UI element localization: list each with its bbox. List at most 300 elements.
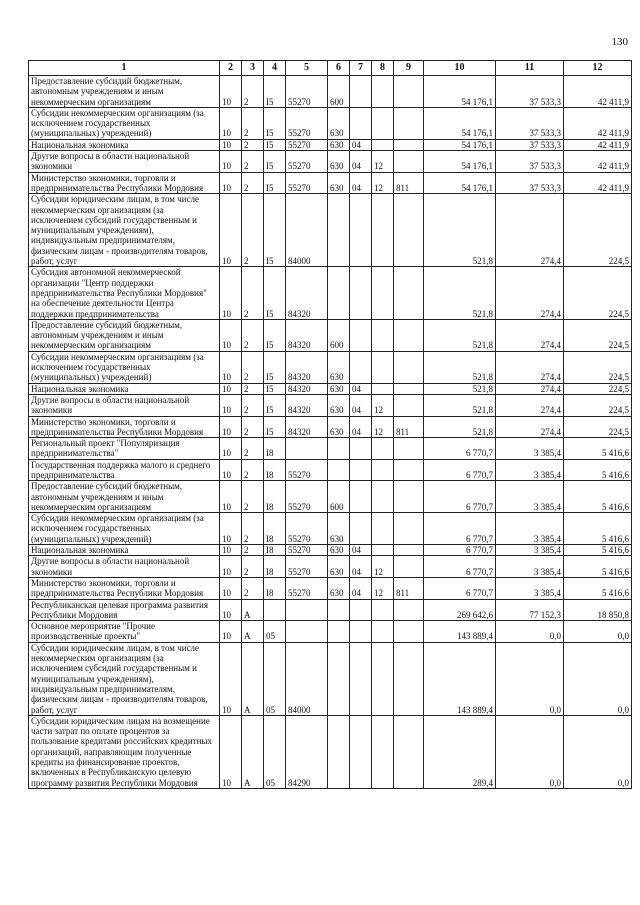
item-name-cell: Другие вопросы в области национальной экономики [29, 151, 220, 173]
subchapter-code-cell [372, 267, 394, 319]
target-code-cell [286, 621, 328, 643]
table-row [29, 394, 632, 416]
amount-col10-cell: 6 770,7 [424, 438, 496, 460]
section-code-cell: 10 [220, 438, 242, 460]
section-code-cell: 10 [220, 545, 242, 556]
amount-col12-cell: 5 416,6 [564, 513, 632, 545]
amount-col11-cell: 3 385,4 [496, 438, 564, 460]
ministry-code-cell [394, 545, 424, 556]
subchapter-code-cell: 12 [372, 151, 394, 173]
subchapter-code-cell [372, 545, 394, 556]
amount-col10-cell: 6 770,7 [424, 577, 496, 599]
expense-type-cell: 630 [328, 416, 350, 438]
subsection-code-cell: 2 [242, 351, 264, 383]
col-header: 7 [350, 61, 372, 76]
subchapter-code-cell [372, 139, 394, 150]
expense-type-cell: 630 [328, 577, 350, 599]
program-code-cell [264, 599, 286, 621]
subsection-code-cell: 2 [242, 107, 264, 139]
table-row [29, 545, 632, 556]
amount-col12-cell: 224,5 [564, 416, 632, 438]
ministry-code-cell [394, 481, 424, 513]
program-code-cell: I5 [264, 139, 286, 150]
chapter-code-cell: 04 [350, 394, 372, 416]
amount-col11-cell: 0,0 [496, 715, 564, 788]
col-header: 3 [242, 61, 264, 76]
table-row [29, 351, 632, 383]
amount-col10-cell: 521,8 [424, 394, 496, 416]
amount-col10-cell: 6 770,7 [424, 481, 496, 513]
amount-col12-cell: 5 416,6 [564, 481, 632, 513]
subchapter-code-cell [372, 459, 394, 481]
subsection-code-cell: 2 [242, 76, 264, 108]
col-header: 11 [496, 61, 564, 76]
program-code-cell: I5 [264, 394, 286, 416]
col-header: 5 [286, 61, 328, 76]
table-row [29, 642, 632, 715]
subsection-code-cell: А [242, 621, 264, 643]
amount-col10-cell: 269 642,6 [424, 599, 496, 621]
chapter-code-cell [350, 194, 372, 267]
table-row [29, 416, 632, 438]
amount-col10-cell: 6 770,7 [424, 459, 496, 481]
subsection-code-cell: 2 [242, 459, 264, 481]
ministry-code-cell [394, 151, 424, 173]
item-name-cell: Субсидии некоммерческим организациям (за исключением государственных (муниципальных) учреждений) [29, 513, 220, 545]
target-code-cell: 84320 [286, 416, 328, 438]
ministry-code-cell [394, 513, 424, 545]
ministry-code-cell [394, 194, 424, 267]
chapter-code-cell: 04 [350, 383, 372, 394]
table-row [29, 76, 632, 108]
subchapter-code-cell [372, 319, 394, 351]
amount-col10-cell: 521,8 [424, 383, 496, 394]
item-name-cell: Другие вопросы в области национальной экономики [29, 394, 220, 416]
col-header: 12 [564, 61, 632, 76]
chapter-code-cell [350, 513, 372, 545]
amount-col12-cell: 0,0 [564, 621, 632, 643]
expense-type-cell: 630 [328, 151, 350, 173]
table-row [29, 194, 632, 267]
subsection-code-cell: А [242, 599, 264, 621]
item-name-cell: Субсидии некоммерческим организациям (за исключением государственных (муниципальных) учреждений) [29, 107, 220, 139]
subchapter-code-cell [372, 351, 394, 383]
target-code-cell: 84000 [286, 642, 328, 715]
table-row [29, 267, 632, 319]
amount-col12-cell: 224,5 [564, 267, 632, 319]
amount-col10-cell: 54 176,1 [424, 76, 496, 108]
chapter-code-cell: 04 [350, 556, 372, 578]
subchapter-code-cell: 12 [372, 416, 394, 438]
ministry-code-cell [394, 438, 424, 460]
program-code-cell: I8 [264, 459, 286, 481]
amount-col10-cell: 6 770,7 [424, 545, 496, 556]
ministry-code-cell [394, 267, 424, 319]
target-code-cell: 84320 [286, 267, 328, 319]
item-name-cell: Региональный проект "Популяризация предпринимательства" [29, 438, 220, 460]
subchapter-code-cell [372, 481, 394, 513]
chapter-code-cell [350, 459, 372, 481]
section-code-cell: 10 [220, 107, 242, 139]
expense-type-cell: 630 [328, 351, 350, 383]
section-code-cell: 10 [220, 481, 242, 513]
amount-col11-cell: 0,0 [496, 621, 564, 643]
ministry-code-cell [394, 621, 424, 643]
amount-col10-cell: 54 176,1 [424, 107, 496, 139]
table-row [29, 438, 632, 460]
ministry-code-cell [394, 394, 424, 416]
chapter-code-cell: 04 [350, 172, 372, 194]
target-code-cell: 55270 [286, 172, 328, 194]
expense-type-cell [328, 459, 350, 481]
subsection-code-cell: А [242, 642, 264, 715]
target-code-cell: 84320 [286, 319, 328, 351]
col-header: 4 [264, 61, 286, 76]
subchapter-code-cell [372, 513, 394, 545]
target-code-cell: 84290 [286, 715, 328, 788]
section-code-cell: 10 [220, 513, 242, 545]
subchapter-code-cell [372, 76, 394, 108]
amount-col10-cell: 143 889,4 [424, 642, 496, 715]
amount-col12-cell: 42 411,9 [564, 151, 632, 173]
amount-col12-cell: 224,5 [564, 194, 632, 267]
expense-type-cell: 630 [328, 513, 350, 545]
table-row [29, 556, 632, 578]
program-code-cell: I5 [264, 267, 286, 319]
chapter-code-cell [350, 319, 372, 351]
header-row [29, 61, 632, 76]
program-code-cell: I5 [264, 416, 286, 438]
expense-type-cell: 600 [328, 481, 350, 513]
subchapter-code-cell: 12 [372, 556, 394, 578]
target-code-cell: 55270 [286, 513, 328, 545]
item-name-cell: Субсидии юридическим лицам на возмещение части затрат по оплате процентов за пользование кредитами российских кредитных организаций, направляющим полученные кредиты на финансирование проектов, включенных в Республиканскую целевую программу развития Республики Мордовия [29, 715, 220, 788]
section-code-cell: 10 [220, 139, 242, 150]
target-code-cell [286, 599, 328, 621]
amount-col11-cell: 3 385,4 [496, 545, 564, 556]
subsection-code-cell: 2 [242, 545, 264, 556]
expense-type-cell: 630 [328, 556, 350, 578]
amount-col11-cell: 0,0 [496, 642, 564, 715]
chapter-code-cell [350, 76, 372, 108]
subchapter-code-cell [372, 715, 394, 788]
section-code-cell: 10 [220, 394, 242, 416]
ministry-code-cell [394, 76, 424, 108]
subsection-code-cell: 2 [242, 319, 264, 351]
col-header: 1 [29, 61, 220, 76]
amount-col10-cell: 521,8 [424, 267, 496, 319]
subsection-code-cell: 2 [242, 172, 264, 194]
ministry-code-cell [394, 351, 424, 383]
program-code-cell: 05 [264, 642, 286, 715]
program-code-cell: I8 [264, 513, 286, 545]
chapter-code-cell: 04 [350, 416, 372, 438]
amount-col12-cell: 5 416,6 [564, 577, 632, 599]
amount-col12-cell: 5 416,6 [564, 545, 632, 556]
subchapter-code-cell: 12 [372, 394, 394, 416]
ministry-code-cell: 811 [394, 172, 424, 194]
ministry-code-cell [394, 599, 424, 621]
subchapter-code-cell: 12 [372, 577, 394, 599]
subsection-code-cell: 2 [242, 481, 264, 513]
subchapter-code-cell [372, 599, 394, 621]
section-code-cell: 10 [220, 621, 242, 643]
subchapter-code-cell: 12 [372, 172, 394, 194]
table-row [29, 715, 632, 788]
expense-type-cell [328, 438, 350, 460]
chapter-code-cell [350, 107, 372, 139]
table-row [29, 107, 632, 139]
program-code-cell: I8 [264, 545, 286, 556]
chapter-code-cell: 04 [350, 139, 372, 150]
target-code-cell: 55270 [286, 139, 328, 150]
section-code-cell: 10 [220, 194, 242, 267]
expense-type-cell [328, 715, 350, 788]
program-code-cell: I5 [264, 383, 286, 394]
amount-col12-cell: 42 411,9 [564, 107, 632, 139]
section-code-cell: 10 [220, 319, 242, 351]
amount-col12-cell: 224,5 [564, 319, 632, 351]
target-code-cell: 55270 [286, 556, 328, 578]
item-name-cell: Национальная экономика [29, 383, 220, 394]
program-code-cell: I5 [264, 151, 286, 173]
item-name-cell: Министерство экономики, торговли и предпринимательства Республики Мордовия [29, 172, 220, 194]
amount-col11-cell: 274,4 [496, 267, 564, 319]
table-row [29, 172, 632, 194]
item-name-cell: Министерство экономики, торговли и предпринимательства Республики Мордовия [29, 577, 220, 599]
ministry-code-cell [394, 139, 424, 150]
item-name-cell: Республиканская целевая программа развития Республики Мордовия [29, 599, 220, 621]
col-header: 10 [424, 61, 496, 76]
item-name-cell: Субсидии юридическим лицам, в том числе некоммерческим организациям (за исключением субсидий государственным и муниципальным учреждениям), индивидуальным предпринимателям, физическим лицам - производителям товаров, работ, услуг [29, 642, 220, 715]
subchapter-code-cell [372, 621, 394, 643]
target-code-cell: 55270 [286, 459, 328, 481]
chapter-code-cell [350, 481, 372, 513]
item-name-cell: Субсидии юридическим лицам, в том числе некоммерческим организациям (за исключением субсидий государственным и муниципальным учреждениям), индивидуальным предпринимателям, физическим лицам - производителям товаров, работ, услуг [29, 194, 220, 267]
amount-col12-cell: 5 416,6 [564, 459, 632, 481]
chapter-code-cell [350, 599, 372, 621]
amount-col10-cell: 521,8 [424, 319, 496, 351]
subsection-code-cell: 2 [242, 556, 264, 578]
target-code-cell: 55270 [286, 107, 328, 139]
col-header: 9 [394, 61, 424, 76]
subsection-code-cell: 2 [242, 139, 264, 150]
table-row [29, 151, 632, 173]
item-name-cell: Предоставление субсидий бюджетным, автономным учреждениям и иным некоммерческим организациям [29, 481, 220, 513]
section-code-cell: 10 [220, 151, 242, 173]
amount-col11-cell: 3 385,4 [496, 556, 564, 578]
amount-col11-cell: 37 533,3 [496, 76, 564, 108]
amount-col10-cell: 6 770,7 [424, 556, 496, 578]
table-row [29, 599, 632, 621]
amount-col11-cell: 274,4 [496, 194, 564, 267]
item-name-cell: Основное мероприятие "Прочие производственные проекты" [29, 621, 220, 643]
target-code-cell: 55270 [286, 76, 328, 108]
amount-col12-cell: 5 416,6 [564, 556, 632, 578]
section-code-cell: 10 [220, 459, 242, 481]
amount-col12-cell: 18 850,8 [564, 599, 632, 621]
amount-col10-cell: 521,8 [424, 351, 496, 383]
program-code-cell: I8 [264, 577, 286, 599]
expense-type-cell: 630 [328, 545, 350, 556]
target-code-cell: 84320 [286, 383, 328, 394]
program-code-cell: I8 [264, 556, 286, 578]
subsection-code-cell: 2 [242, 438, 264, 460]
table-row [29, 621, 632, 643]
expense-type-cell [328, 194, 350, 267]
subchapter-code-cell [372, 383, 394, 394]
page-number: 130 [611, 36, 628, 48]
amount-col11-cell: 3 385,4 [496, 513, 564, 545]
chapter-code-cell: 04 [350, 577, 372, 599]
amount-col12-cell: 0,0 [564, 715, 632, 788]
amount-col10-cell: 143 889,4 [424, 621, 496, 643]
expense-type-cell [328, 599, 350, 621]
amount-col12-cell: 42 411,9 [564, 172, 632, 194]
amount-col11-cell: 37 533,3 [496, 107, 564, 139]
amount-col12-cell: 224,5 [564, 383, 632, 394]
expense-type-cell: 630 [328, 394, 350, 416]
amount-col10-cell: 54 176,1 [424, 139, 496, 150]
target-code-cell [286, 438, 328, 460]
section-code-cell: 10 [220, 599, 242, 621]
amount-col11-cell: 37 533,3 [496, 172, 564, 194]
program-code-cell: 05 [264, 715, 286, 788]
expense-type-cell [328, 642, 350, 715]
chapter-code-cell [350, 267, 372, 319]
amount-col12-cell: 5 416,6 [564, 438, 632, 460]
table-row [29, 459, 632, 481]
chapter-code-cell [350, 351, 372, 383]
item-name-cell: Предоставление субсидий бюджетным, автономным учреждениям и иным некоммерческим организациям [29, 76, 220, 108]
item-name-cell: Национальная экономика [29, 545, 220, 556]
chapter-code-cell [350, 438, 372, 460]
subchapter-code-cell [372, 107, 394, 139]
program-code-cell: I5 [264, 351, 286, 383]
amount-col11-cell: 274,4 [496, 319, 564, 351]
amount-col11-cell: 3 385,4 [496, 481, 564, 513]
table-row [29, 319, 632, 351]
table-row [29, 513, 632, 545]
subsection-code-cell: 2 [242, 267, 264, 319]
program-code-cell: I5 [264, 319, 286, 351]
chapter-code-cell [350, 715, 372, 788]
table-row [29, 139, 632, 150]
amount-col11-cell: 3 385,4 [496, 459, 564, 481]
amount-col11-cell: 274,4 [496, 383, 564, 394]
amount-col11-cell: 37 533,3 [496, 151, 564, 173]
ministry-code-cell [394, 459, 424, 481]
table-row [29, 383, 632, 394]
amount-col11-cell: 274,4 [496, 416, 564, 438]
section-code-cell: 10 [220, 577, 242, 599]
table-body [29, 76, 632, 789]
program-code-cell: I5 [264, 194, 286, 267]
ministry-code-cell [394, 715, 424, 788]
subsection-code-cell: 2 [242, 577, 264, 599]
amount-col12-cell: 42 411,9 [564, 139, 632, 150]
program-code-cell: I5 [264, 107, 286, 139]
amount-col12-cell: 0,0 [564, 642, 632, 715]
ministry-code-cell [394, 107, 424, 139]
subchapter-code-cell [372, 194, 394, 267]
budget-table [28, 60, 632, 789]
amount-col11-cell: 77 152,3 [496, 599, 564, 621]
chapter-code-cell: 04 [350, 545, 372, 556]
target-code-cell: 55270 [286, 545, 328, 556]
target-code-cell: 84320 [286, 351, 328, 383]
subchapter-code-cell [372, 642, 394, 715]
item-name-cell: Министерство экономики, торговли и предпринимательства Республики Мордовия [29, 416, 220, 438]
amount-col10-cell: 54 176,1 [424, 172, 496, 194]
amount-col10-cell: 54 176,1 [424, 151, 496, 173]
target-code-cell: 55270 [286, 481, 328, 513]
item-name-cell: Предоставление субсидий бюджетным, автономным учреждениям и иным некоммерческим организациям [29, 319, 220, 351]
expense-type-cell: 600 [328, 319, 350, 351]
amount-col10-cell: 521,8 [424, 416, 496, 438]
subsection-code-cell: 2 [242, 513, 264, 545]
program-code-cell: I8 [264, 438, 286, 460]
target-code-cell: 84320 [286, 394, 328, 416]
ministry-code-cell [394, 319, 424, 351]
expense-type-cell [328, 267, 350, 319]
subsection-code-cell: 2 [242, 194, 264, 267]
table-row [29, 577, 632, 599]
table-row [29, 481, 632, 513]
amount-col10-cell: 521,8 [424, 194, 496, 267]
amount-col12-cell: 224,5 [564, 394, 632, 416]
section-code-cell: 10 [220, 76, 242, 108]
item-name-cell: Субсидии некоммерческим организациям (за исключением государственных (муниципальных) учреждений) [29, 351, 220, 383]
expense-type-cell: 630 [328, 172, 350, 194]
amount-col11-cell: 274,4 [496, 394, 564, 416]
col-header: 8 [372, 61, 394, 76]
section-code-cell: 10 [220, 351, 242, 383]
section-code-cell: 10 [220, 416, 242, 438]
amount-col12-cell: 224,5 [564, 351, 632, 383]
item-name-cell: Другие вопросы в области национальной экономики [29, 556, 220, 578]
ministry-code-cell [394, 383, 424, 394]
col-header: 2 [220, 61, 242, 76]
amount-col10-cell: 289,4 [424, 715, 496, 788]
subsection-code-cell: 2 [242, 394, 264, 416]
program-code-cell: I8 [264, 481, 286, 513]
target-code-cell: 55270 [286, 151, 328, 173]
chapter-code-cell [350, 642, 372, 715]
item-name-cell: Национальная экономика [29, 139, 220, 150]
target-code-cell: 55270 [286, 577, 328, 599]
program-code-cell: I5 [264, 172, 286, 194]
col-header: 6 [328, 61, 350, 76]
item-name-cell: Субсидия автономной некоммерческой организации "Центр поддержки предпринимательства Республики Мордовия" на обеспечение деятельности Центра поддержки предпринимательства [29, 267, 220, 319]
chapter-code-cell [350, 621, 372, 643]
amount-col10-cell: 6 770,7 [424, 513, 496, 545]
expense-type-cell: 630 [328, 107, 350, 139]
section-code-cell: 10 [220, 642, 242, 715]
amount-col11-cell: 274,4 [496, 351, 564, 383]
ministry-code-cell [394, 556, 424, 578]
ministry-code-cell: 811 [394, 416, 424, 438]
section-code-cell: 10 [220, 715, 242, 788]
amount-col11-cell: 37 533,3 [496, 139, 564, 150]
expense-type-cell [328, 621, 350, 643]
subsection-code-cell: А [242, 715, 264, 788]
expense-type-cell: 630 [328, 139, 350, 150]
expense-type-cell: 630 [328, 383, 350, 394]
amount-col12-cell: 42 411,9 [564, 76, 632, 108]
subsection-code-cell: 2 [242, 416, 264, 438]
section-code-cell: 10 [220, 556, 242, 578]
